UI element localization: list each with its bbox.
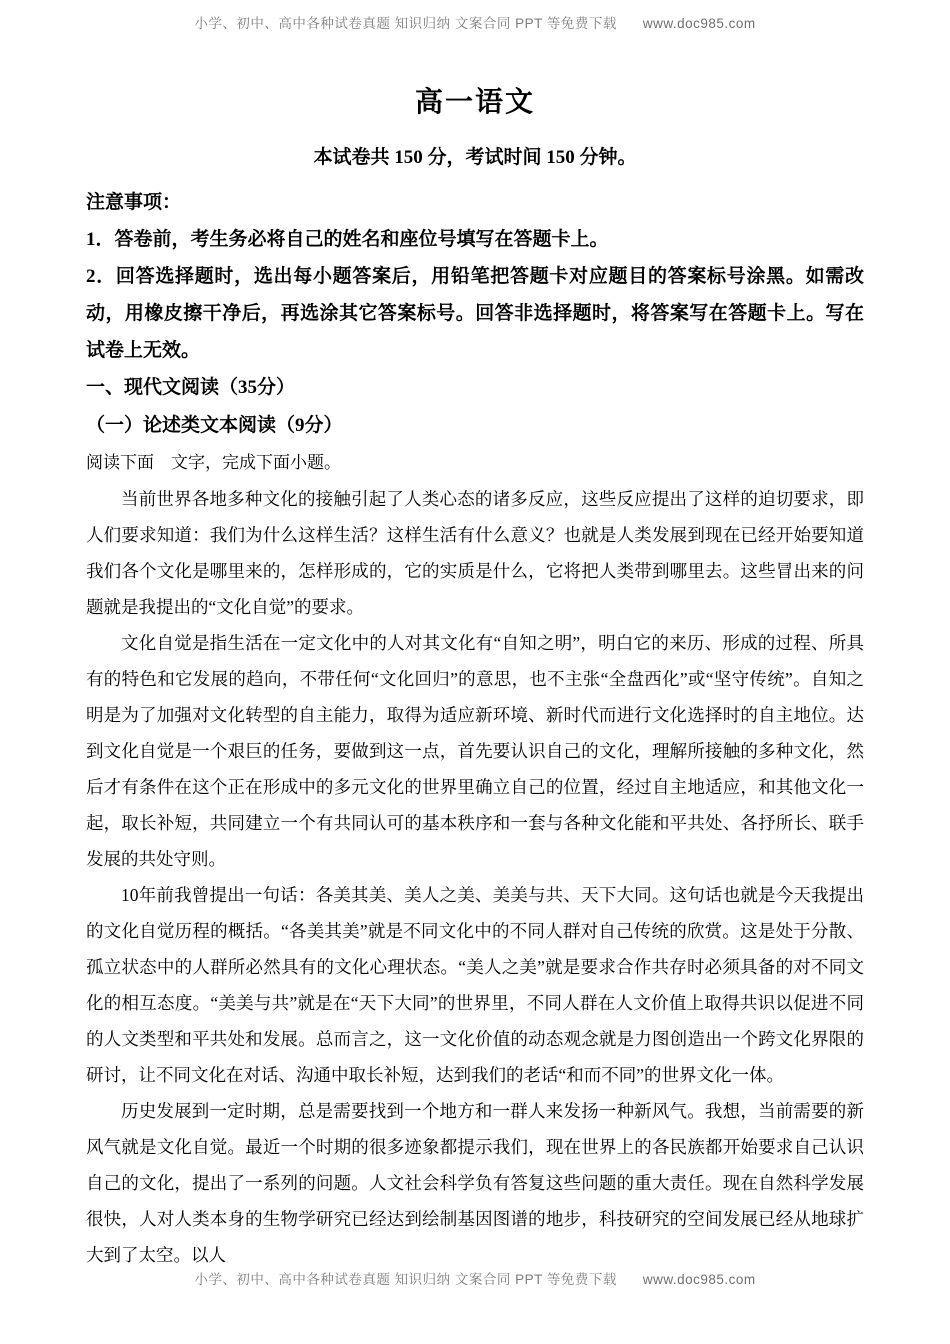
footer-site-url: www.doc985.com [642,1272,756,1287]
section-heading-modern-reading: 一、现代文阅读（35分） [86,377,296,398]
header-promo-text: 小学、初中、高中各种试卷真题 知识归纳 文案合同 PPT 等免费下载 [194,16,617,31]
header-site-url: www.doc985.com [642,16,756,31]
body-paragraph-3: 10年前我曾提出一句话：各美其美、美人之美、美美与共、天下大同。这句话也就是今天我提出的文化自觉历程的概括。“各美其美”就是不同文化中的不同人群对自己传统的欣赏。这是处于分散、孤立状态中的人群所必然具有的文化心理状态。“美人之美”就是要求合作共存时必须具备的对不同文化的相互态度。“美美与共”就是在“天下大同”的世界里，不同人群在人文价值上取得共识以促进不同的人文类型和平共处和发展。总而言之，这一文化价值的动态观念就是力图创造出一个跨文化界限的研讨，让不同文化在对话、沟通中取长补短，达到我们的老话“和而不同”的世界文化一体。 [86,885,864,1085]
exam-subtitle: 本试卷共 150 分，考试时间 150 分钟。 [313,147,637,168]
body-paragraph-2: 文化自觉是指生活在一定文化中的人对其文化有“自知之明”，明白它的来历、形成的过程、所具有的特色和它发展的趋向，不带任何“文化回归”的意思，也不主张“全盘西化”或“坚守传统”。自知之明是为了加强对文化转型的自主能力，取得为适应新环境、新时代而进行文化选择时的自主地位。达到文化自觉是一个艰巨的任务，要做到这一点，首先要认识自己的文化，理解所接触的多种文化，然后才有条件在这个正在形成中的多元文化的世界里确立自己的位置，经过自主地适应，和其他文化一起，取长补短，共同建立一个有共同认可的基本秩序和一套与各种文化能和平共处、各抒所长、联手发展的共处守则。 [86,633,864,869]
reading-instruction: 阅读下面 文字，完成下面小题。 [86,453,341,472]
page-footer [0,1268,950,1288]
notice-item-2: 2．回答选择题时，选出每小题答案后，用铅笔把答题卡对应题目的答案标号涂黑。如需改动，用橡皮擦干净后，再选涂其它答案标号。回答非选择题时，将答案写在答题卡上。写在试卷上无效。 [86,266,864,361]
body-paragraph-4: 历史发展到一定时期，总是需要找到一个地方和一群人来发扬一种新风气。我想，当前需要的新风气就是文化自觉。最近一个时期的很多迹象都提示我们，现在世界上的各民族都开始要求自己认识自己的文化，提出了一系列的问题。人文社会科学负有答复这些问题的重大责任。现在自然科学发展很快，人对人类本身的生物学研究已经达到绘制基因图谱的地步，科技研究的空间发展已经从地球扩大到了太空。以人 [86,1101,864,1265]
notice-heading: 注意事项： [86,192,182,213]
subsection-heading-argumentative-reading: （一）论述类文本阅读（9分） [86,415,343,436]
notice-item-1: 1．答卷前，考生务必将自己的姓名和座位号填写在答题卡上。 [86,229,609,250]
exam-title: 高一语文 [414,87,535,118]
footer-promo-text: 小学、初中、高中各种试卷真题 知识归纳 文案合同 PPT 等免费下载 [194,1272,617,1287]
page-header [86,12,864,32]
body-paragraph-1: 当前世界各地多种文化的接触引起了人类心态的诸多反应，这些反应提出了这样的迫切要求，即人们要求知道：我们为什么这样生活？这样生活有什么意义？也就是人类发展到现在已经开始要知道我们各个文化是哪里来的，怎样形成的，它的实质是什么，它将把人类带到哪里去。这些冒出来的问题就是我提出的“文化自觉”的要求。 [86,489,864,617]
